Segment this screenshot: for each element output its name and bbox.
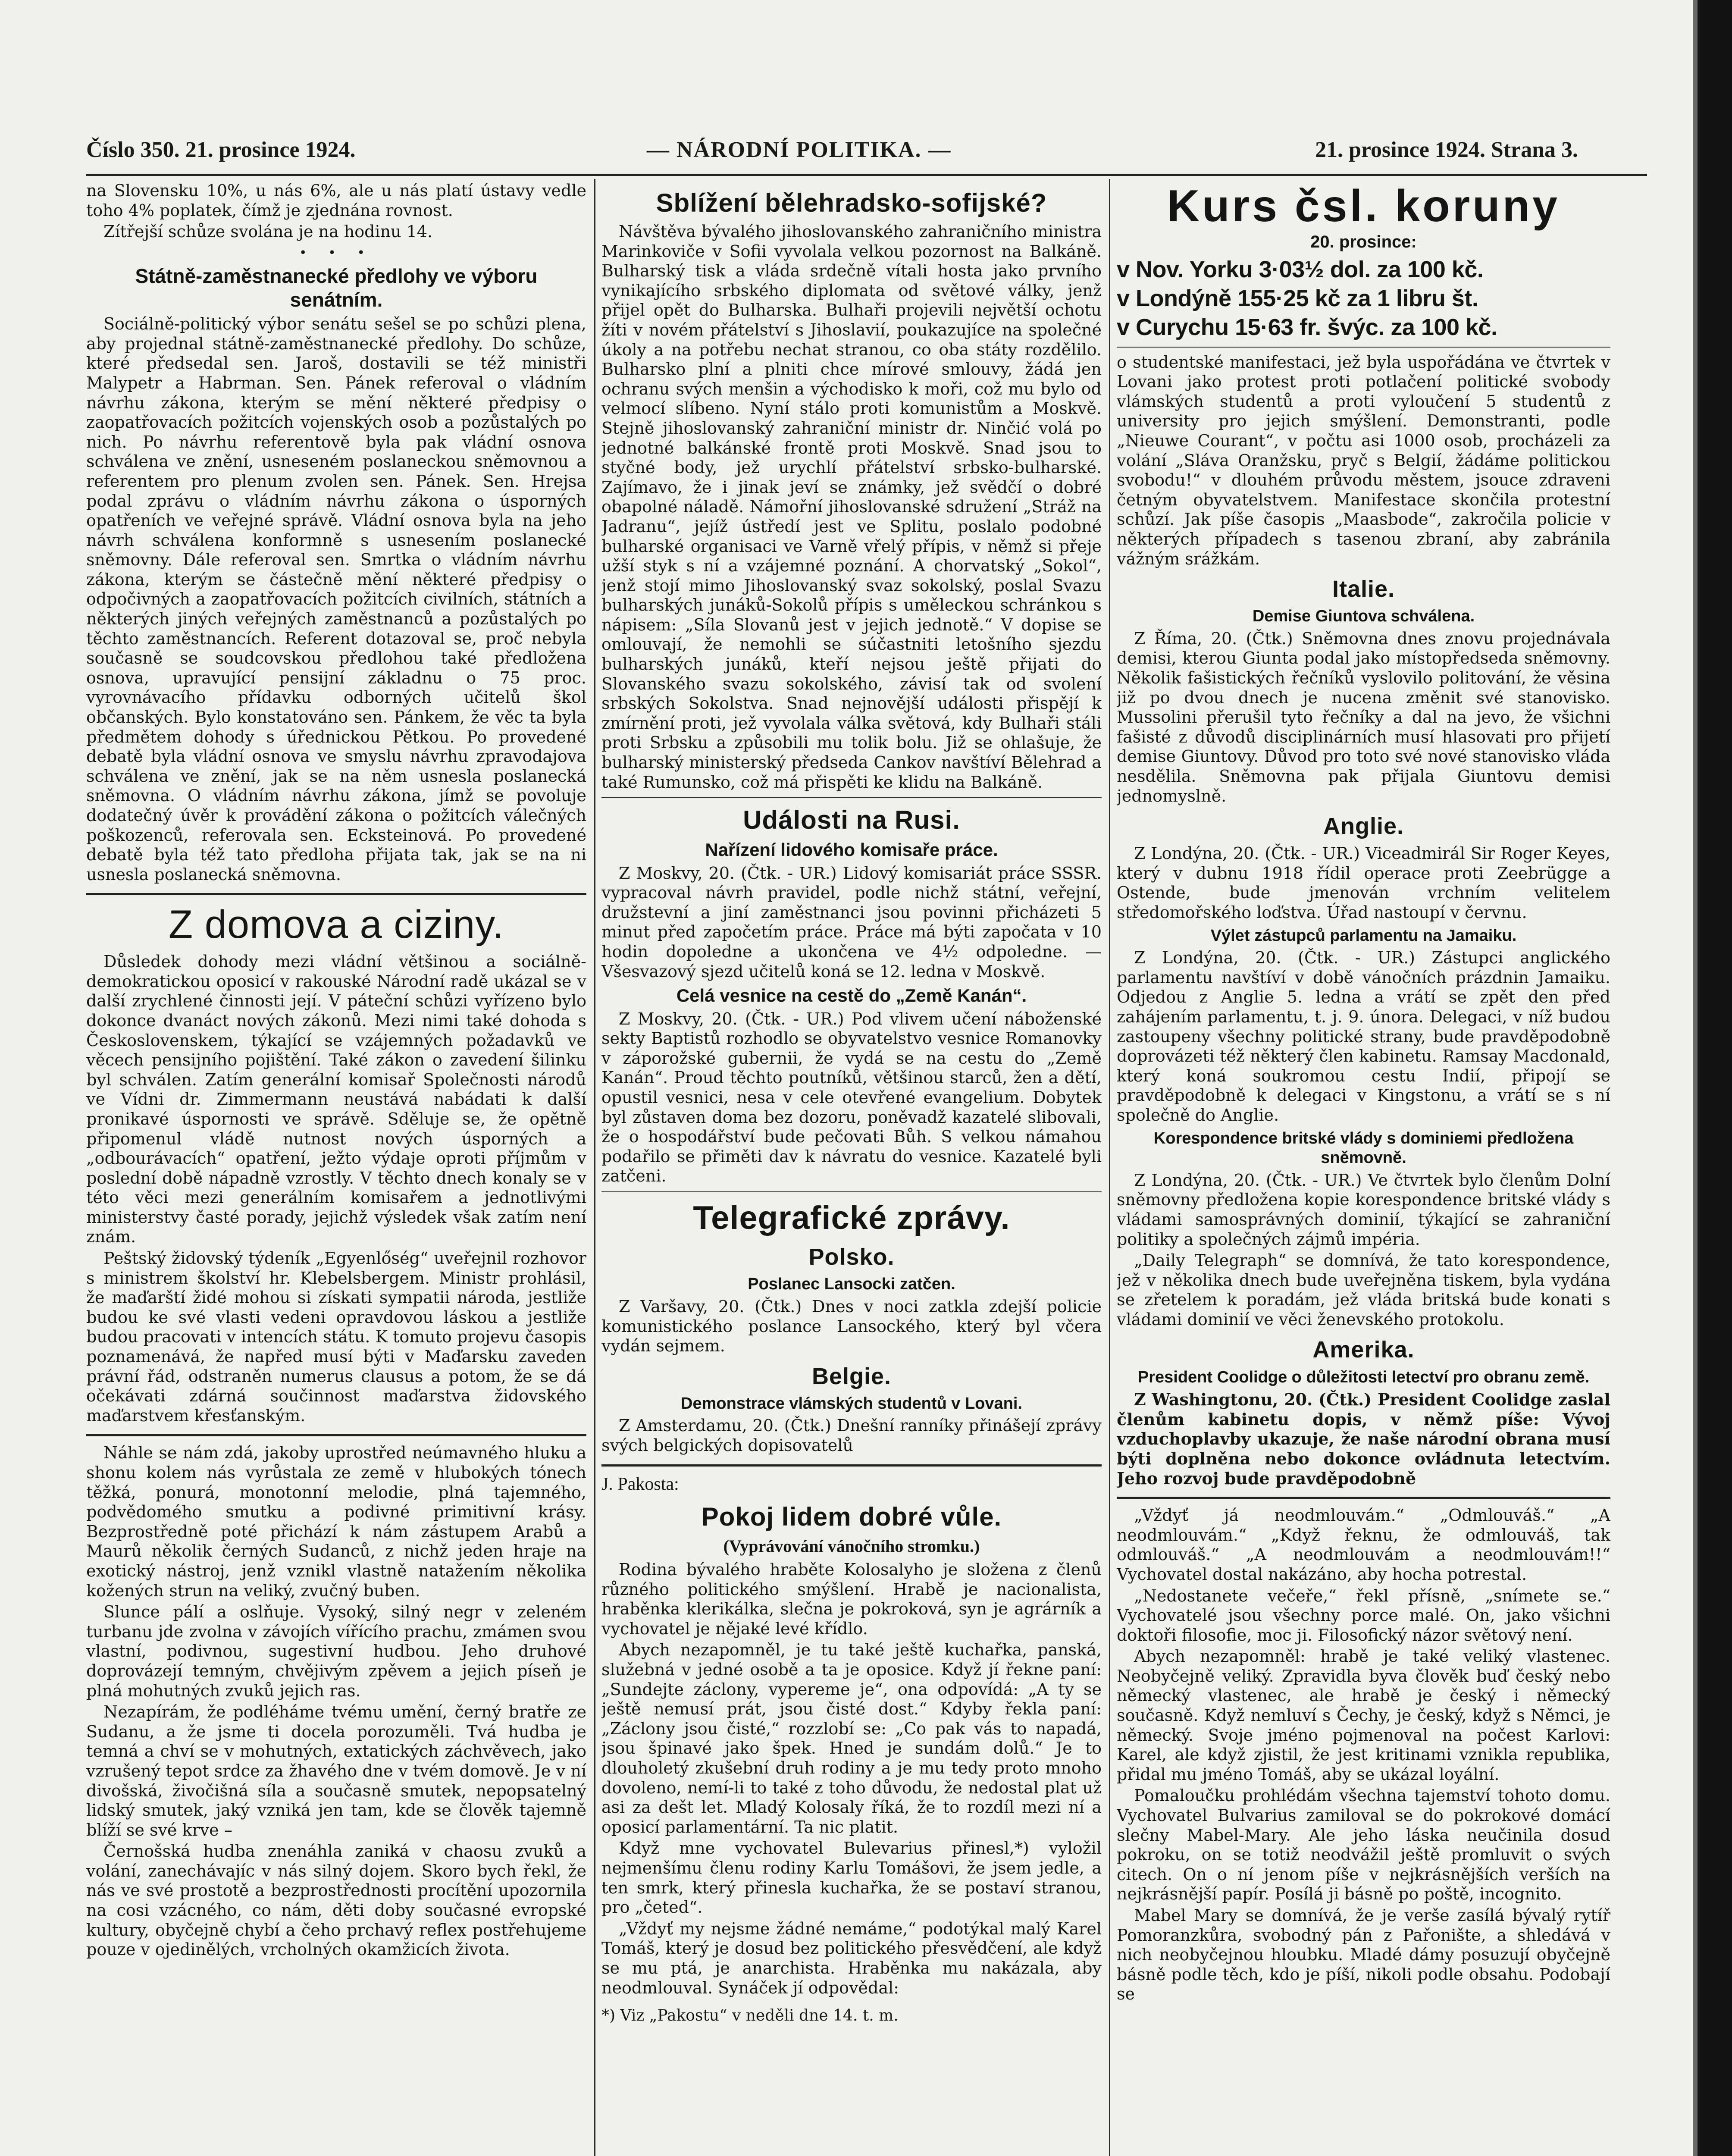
feuilleton-text: Když mne vychovatel Bulevarius přinesl,*) vyložil nejmenšímu členu rodiny Karlu Tomášovi, že jsem jedle, a ten smrk, který přinesla kuchařka, že se postaví stranou, pro „četed“. <box>601 1839 1102 1917</box>
article-text: Z Londýna, 20. (Čtk. - UR.) Viceadmirál Sir Roger Keyes, který v dubnu 1918 řídil operace proti Zeebrügge a Ostende, bude jmenován vrchním velitelem středomořského loďstva. Úřad nastoupí v červnu. <box>1117 844 1610 922</box>
scan-edge-shadow <box>1693 0 1698 2156</box>
feuilleton-text: „Vždyť já neodmlouvám.“ „Odmlouváš.“ „A neodmlouvám.“ „Když řeknu, že odmlouváš, tak odmlouváš.“ „A neodmlouvám a neodmlouvám!!“ Vychovatel dostal nakázáno, aby hocha potrestal. <box>1117 1506 1610 1584</box>
country-belgie: Belgie. <box>811 1363 892 1389</box>
headline-sblizeni: Sblížení bělehradsko-sofijské? <box>656 188 1047 217</box>
section-rule <box>1117 347 1610 348</box>
feuilleton-rule <box>86 1434 586 1436</box>
author-byline: J. Pakosta: <box>601 1474 679 1494</box>
column-middle <box>601 181 1102 2156</box>
article-text: Z Říma, 20. (Čtk.) Sněmovna dnes znovu projednávala demisi, kterou Giunta podal jako místopředseda sněmovny. Několik fašistických řečníků vyslovilo politování, že věsina již po dvou dnech je nucena změnit své stanovisko. Mussolini přerušil tyto řečníky a dal na jevo, že všichni fašisté z důvodů disciplinárních musí hlasovati pro přijetí demise Giuntovy. Důvod pro toto své nové stanovisko vláda nesdělila. Sněmovna pak přijala Giuntovu demisi jednomyslně. <box>1117 629 1610 805</box>
newspaper-title: — NÁRODNÍ POLITIKA. — <box>647 138 952 162</box>
feuilleton-text: Mabel Mary se domnívá, že je verše zasílá bývalý rytíř Pomoranzkůra, svobodný pán z Pařonište, a shledává v nich neobyčejnou hloubku. Mladé dámy posuzují obyčejně básně podle těch, kdo je píší, nikoli podle obsahu. Podobají se <box>1117 1906 1610 2004</box>
article-text: o studentské manifestaci, jež byla uspořádána ve čtvrtek v Lovani jako protest proti potlačení politické svobody vlámských studentů a proti vyloučení 5 studentů z university pro jejich smýšlení. Demonstranti, podle „Nieuwe Courant“, v počtu asi 1000 osob, procházeli za volání „Sláva Oranžsku, pryč s Belgií, žádáme politickou svobodu!“ v dlouhém průvodu městem, jsouce zdraveni četným obyvatelstvem. Manifestace skončila protestní schůzí. Jak píše časopis „Maasbode“, zakročila policie v některých případech s tasenou zbraní, aby zabránila vážným srážkám. <box>1117 352 1610 568</box>
article-text: Z Washingtonu, 20. (Čtk.) President Coolidge zaslal členům kabinetu dopis, v němž píše: Vývoj vzduchoplavby ukazuje, že naše národní obrana musí býti doplněna nebo dokonce ovládnuta letectvím. Jeho rozvoj bude pravděpodobně <box>1117 1390 1610 1488</box>
subhead-jamaika: Výlet zástupců parlamentu na Jamaiku. <box>1210 926 1517 945</box>
article-text: Zítřejší schůze svolána je na hodinu 14. <box>103 222 433 241</box>
section-rule <box>86 893 586 895</box>
column-left <box>86 181 586 2156</box>
issue-number-date: Číslo 350. 21. prosince 1924. <box>86 138 356 162</box>
headline-statne: Státně-zaměstnanecké předlohy ve výboru senátním. <box>135 264 538 311</box>
feuilleton-text: Náhle se nám zdá, jakoby uprostřed neúmavného hluku a shonu kolem nás vyrůstala ze země v hlubokých tónech těžká, ponurá, monotonní melodie, plná tajemného, podvědomého smutku a podivné primitivní krásy. Bezprostředně poté přichází k nám zástupem Arabů a Maurů několik černých Sudanců, z nichž jeden hraje na exotický nástroj, jenž vznikl vlastně natažením několika kožených strun na veliký, zvučný buben. <box>86 1443 586 1600</box>
feuilleton-text: Abych nezapomněl: hrabě je také veliký vlastenec. Neobyčejně veliký. Zpravidla byva člověk buď český nebo německý vlastenec, ale hrabě je český i německý současně. Když nemluví s Čechy, je český, když s Němci, je německý. Svoje jméno pojmenoval na počest Karlovi: Karel, ale když zjistil, že jest kritinami vznikla republika, přidal mu jméno Tomáš, aby se ukázal loyální. <box>1117 1647 1610 1784</box>
header-rule <box>86 174 1647 176</box>
subtitle-pokoj: (Vyprávování vánočního stromku.) <box>723 1536 980 1556</box>
rate-zurich: v Curychu 15·63 fr. švýc. za 100 kč. <box>1117 314 1497 340</box>
feuilleton-text: „Vždyť my nejsme žádné nemáme,“ podotýkal malý Karel Tomáš, který je dosud bez politického přesvědčení, ale když se mu ptá, je anarchista. Hraběnka mu nakázala, aby neodmlouval. Synáček jí odpovědal: <box>601 1919 1102 1997</box>
article-text: Návštěva bývalého jihoslovanského zahraničního ministra Marinkoviče v Sofii vyvolala velkou pozornost na Balkáně. Bulharský tisk a vláda srdečně vítali hosta jako prvního vynikajícího srbského diplomata od světové války, jenž přijel opět do Bulharska. Bulhaři projevili největší ochotu žíti v novém přátelství s Jihoslavií, poukazujíce na společné úkoly a na potřebu nechat stranou, co oba státy rozdělilo. Bulharsko plní a plniti chce mírové smlouvy, žádá jen ochranu svých menšin a východisko k moři, což mu bylo od velmocí slíbeno. Nyní stálo proti komunistům a Moskvě. Stejně jihoslovanský zahraniční ministr dr. Ninčić volá po jednotné balkánské frontě proti Moskvě. Snad jsou to styčné body, jež urychlí přátelství srbsko-bulharské. Zajímavo, že i jinak jeví se známky, jež svědčí o dobré obapolné náladě. Námořní jihoslovanské sdružení „Stráž na Jadranu“, jejíž ústředí jest ve Splitu, poslalo podobné bulharské organisaci ve Varně vřelý přípis, v němž si přeje užší styk s ní a vzájemné poznání. A chorvatský „Sokol“, jenž stojí mimo Jihoslovanský svaz sokolský, poslal Svazu bulharských junáků-Sokolů přípis s uměleckou schránkou s nápisem: „Síla Slovanů jest v jejich jednotě.“ V dopise se omlouvají, že nemohli se súčastniti letošního sjezdu bulharských junáků, kteří nejsou ještě přijati do Slovanského svazu sokolského, závisí tak od svolení srbských Sokolstva. Snad nejnovější události přispějí k zmírnění proti, jež vyvolala válka světová, kdy Bulhaři stáli proti Srbsku a způsobili mu tolik bolu. Již se ohlašuje, že bulharský ministerský předseda Cankov navštíví Bělehrad a také Rumunsko, což má přispěti ke klidu na Balkáně. <box>601 222 1102 792</box>
subhead-vesnice: Celá vesnice na cestě do „Země Kanán“. <box>676 985 1027 1006</box>
feuilleton-text: Rodina bývalého hraběte Kolosalyho je složena z členů různého politického smýšlení. Hrabě je nacionalista, hraběnka klerikálka, slečna je pokroková, syn je agrárník a vychovatel je nějaké levé křídlo. <box>601 1560 1102 1638</box>
feuilleton-rule <box>601 1464 1102 1467</box>
section-rule <box>601 1191 1102 1192</box>
rate-new-york: v Nov. Yorku 3·03½ dol. za 100 kč. <box>1117 257 1484 283</box>
column-divider-1 <box>594 179 595 2156</box>
section-title-telegraficke: Telegrafické zprávy. <box>693 1199 1010 1236</box>
feuilleton-text: „Nedostanete večeře,“ řekl přísně, „snímete se.“ Vychovatelé jsou všechny porce malé. On, jako všichni doktoři filosofie, moc ji. Filosofický názor světový není. <box>1117 1586 1610 1645</box>
country-italie: Italie. <box>1332 576 1395 602</box>
article-text: Z Varšavy, 20. (Čtk.) Dnes v noci zatkla zdejší policie komunistického poslance Lansockého, který byl včera vydán sejmem. <box>601 1297 1102 1356</box>
exchange-rate-date: 20. prosince: <box>1310 232 1417 252</box>
subhead-coolidge: President Coolidge o důležitosti letectví pro obranu země. <box>1137 1368 1590 1386</box>
feuilleton-text: Slunce pálí a oslňuje. Vysoký, silný negr v zeleném turbanu jde zvolna v závojích vířícího prachu, zmámen svou vlastní, podivnou, sugestivní hudbou. Jeho druhové doprovázejí temným, chvějivým zpěvem a jejich píseň je plná mohutných zvuků jejich ras. <box>86 1602 586 1700</box>
article-text: Peštský židovský týdeník „Egyenlőség“ uveřejnil rozhovor s ministrem školství hr. Klebelsbergem. Ministr prohlásil, že maďarští židé mohou si získati sympatii národa, jestliže budou ke své vlasti vedeni opravdovou láskou a jestliže budou pracovati v intencích státu. K tomuto projevu časopis poznamenává, že napřed musí býti v Maďarsku zaveden právní řád, odstraněn numerus clausus a potom, že se dá očekávati zdárná součinnost maďarstva židovského maďarstvem křesťanským. <box>86 1249 586 1425</box>
article-text: Sociálně-politický výbor senátu sešel se po schůzi plena, aby projednal státně-zaměstnanecké předlohy. Do schůze, které předsedal sen. Jaroš, dostavili se též ministři Malypetr a Habrman. Sen. Pánek referoval o vládním návrhu zákona, kterým se mění některé předpisy o zaopatřovacích požitcích vojenských osob a pozůstalých po nich. Po návrhu referentově byla pak vládní osnova schválena ve znění, usneseném poslaneckou sněmovnou a referentem pro plenum zvolen sen. Pánek. Sen. Hrejsa podal zprávu o vládním návrhu zákona o úsporných opatřeních ve veřejné správě. Vládní osnova byla na jeho návrh schválena konformně s usnesením poslanecké sněmovny. Dále referoval sen. Smrtka o vládním návrhu zákona, kterým se částečně mění některé předpisy o odpočivných a zaopatřovacích požitcích civilních, státních a některých jiných veřejných zaměstnanců a pozůstalých po těchto zaměstnancích. Referent dotazoval se, proč nebyla současně se soudcovskou předlohou také předložena osnova, upravující pensijní základnu o 75 proc. vyrovnávacího přídavku odborných učitelů škol občanských. Bylo konstatováno sen. Pánkem, že věc ta byla předmětem dohody s úřednickou Pětkou. Po provedené debatě byla vládní osnova ve smyslu návrhu zpravodajova schválena ve znění, jak se na něm usnesla poslanecká sněmovna. O vládním návrhu zákona, jímž se povoluje dodatečný úvěr k provádění zákona o požitcích válečných poškozenců, referovala sen. Ecksteinová. Po provedené debatě byla též tato předloha přijata tak, jak se na ni usnesla poslanecká sněmovna. <box>86 314 586 884</box>
article-text: Z Amsterdamu, 20. (Čtk.) Dnešní ranníky přinášejí zprávy svých belgických dopisovatelů <box>601 1416 1102 1455</box>
article-text: Z Moskvy, 20. (Čtk. - UR.) Lidový komisariát práce SSSR. vypracoval návrh pravidel, podle nichž státní, veřejní, družstevní a jiní zaměstnanci jsou povinni přicházeti 5 minut před započetím práce. Práce má býti započata v 10 hodin dopoledne a ukončena ve 4½ odpoledne. — Všesvazový sjezd učitelů koná se 12. ledna v Moskvě. <box>601 863 1102 981</box>
scan-edge <box>1698 0 1732 2156</box>
rate-london: v Londýně 155·25 kč za 1 libru št. <box>1117 285 1478 311</box>
article-text: Z Moskvy, 20. (Čtk. - UR.) Pod vlivem učení náboženské sekty Baptistů rozhodlo se obyvatelstvo vesnice Romanovky v záporožské gubernii, že vydá se na cestu do „Země Kanán“. Proud těchto poutníků, většinou starců, žen a dětí, opustil vesnici, nesa v cele otevřené evangelium. Dobytek byl zůstaven doma bez dozoru, poněvadž kazatelé slibovali, že o hospodářství bude pečovati Bůh. S velkou námahou podařilo se přiměti dav k návratu do vesnice. Kazatelé byli zatčeni. <box>601 1009 1102 1186</box>
feuilleton-text: Pomaloučku prohlédám všechna tajemství tohoto domu. Vychovatel Bulvarius zamiloval se do pokrokové domácí slečny Mabel-Mary. Ale jeho láska neučinila dosud pokroku, on se totiž neodvážil ještě promluvit o svých citech. On o ní jenom píše v nejkrásnějších verších na nejkrásnější papír. Posílá ji básně po poště, incognito. <box>1117 1786 1610 1904</box>
country-polsko: Polsko. <box>808 1244 895 1270</box>
country-amerika: Amerika. <box>1312 1337 1415 1363</box>
subhead-demonstrace: Demonstrace vlámských studentů v Lovani. <box>681 1394 1022 1413</box>
feuilleton-text: Nezapírám, že podléháme tvému umění, černý bratře ze Sudanu, a že jsme ti docela porozuměli. Tvá hudba je temná a chví se v mohutných, extatických záchvěvech, jako vzrušený tepot srdce za žhavého dne v tvém domově. Je v ní divošská, živočišná síla a současně smutek, nepopsatelný lidský smutek, jaký vzniká jen tam, kde se člověk tajemně blíží se své krve – <box>86 1702 586 1839</box>
page-date-number: 21. prosince 1924. Strana 3. <box>1315 138 1579 162</box>
feuilleton-text: Černošská hudba znenáhla zaniká v chaosu zvuků a volání, zanechávajíc v nás silný dojem. Skoro bych řekl, že nás ve své prostotě a bezprostřednosti procítění upozornila na cosi vzácného, co nám, děti doby současné evropské kultury, obyčejně chybí a čeho prchavý reflex postřehujeme pouze v ojedinělých, vrcholných okamžicích života. <box>86 1842 586 1959</box>
subhead-lansocki: Poslanec Lansocki zatčen. <box>748 1275 955 1294</box>
subhead-korespondence: Korespondence britské vlády s dominiemi předložena sněmovně. <box>1153 1129 1574 1167</box>
article-text: Z Londýna, 20. (Čtk. - UR.) Ve čtvrtek bylo členům Dolní sněmovny předložena kopie korespondence britské vlády s vládami samosprávných dominií, týkající se zahraniční politiky a společných zájmů impéria. <box>1117 1170 1610 1249</box>
subhead-giunta: Demise Giuntova schválena. <box>1252 607 1475 626</box>
feuilleton-text: Abych nezapomněl, je tu také ještě kuchařka, panská, služebná v jedné osobě a ta je oposice. Když jí řekne paní: „Sundejte záclony, vypereme je“, ona odpovídá: „A ty se ještě nemusí prát, jsou čisté dost.“ Kdyby řekla paní: „Záclony jsou čisté,“ rozzlobí se: „Co pak vás to napadá, jsou špinavé jako špek. Hned je sundám dolů.“ Je to dlouholetý zkušební druh rodiny a je mu tedy proto mnoho dovoleno, nemí-li to také z toho důvodu, že nedostal plat už asi za dešt let. Mladý Kolosaly říká, že to rozdíl mezi ní a oposicí parlamentární. Ta nic platit. <box>601 1640 1102 1836</box>
article-text: Důsledek dohody mezi vládní většinou a sociálně-demokratickou oposicí v rakouské Národní radě ukázal se v další zrychlené činnosti její. V páteční schůzi vyřízeno bylo dokonce dvanáct nových zákonů. Mezi nimi také dohoda s Československem, týkající se vzájemných požadavků ve věcech pensijního pojištění. Také zákon o zavedení šilinku byl schválen. Zatím generální komisař Společnosti národů ve Vídni dr. Zimmermann neustává nabádati k další pronikavé úspornosti ve správě. Sděluje se, že opětně připomenul vládě nutnost nových úsporných a „odbourávacích“ opatření, ježto výdaje oproti příjmům v poslední době nápadně vzrostly. V těchto dnech konaly se v této věci mezi generálním komisařem a jednotlivými ministerstvy časté porady, jejichž výsledek však zatím není znám. <box>86 952 586 1247</box>
headline-rusi: Události na Rusi. <box>743 805 960 835</box>
country-anglie: Anglie. <box>1323 813 1404 840</box>
column-divider-2 <box>1109 179 1110 2156</box>
headline-pokoj: Pokoj lidem dobré vůle. <box>701 1502 1002 1532</box>
feuilleton-rule <box>1117 1497 1610 1499</box>
exchange-rate-title: Kurs čsl. koruny <box>1167 181 1560 231</box>
article-text: Z Londýna, 20. (Čtk. - UR.) Zástupci anglického parlamentu navštíví v době vánočních prázdnin Jamaiku. Odjedou z Anglie 5. ledna a vrátí se zpět den před zahájením parlamentu, t. j. 9. února. Delegaci, v níž budou zastoupeny všechny politické strany, bude pravděpodobně doprovázeti též některý člen kabinetu. Ramsay Macdonald, který koná soukromou cestu Indií, připojí se pravděpodobně k delegaci v Kingstonu, a vrátí se s ní společně do Anglie. <box>1117 948 1610 1125</box>
article-text: „Daily Telegraph“ se domnívá, že tato korespondence, jež v několika dnech bude uveřejněna tiskem, byla vydána se zřetelem k poradám, jež vláda britská bude konati s vládami dominií ve věci ženevského protokolu. <box>1117 1251 1610 1329</box>
section-separator: • • • <box>299 245 374 260</box>
footnote: *) Viz „Pakostu“ v neděli dne 14. t. m. <box>601 2007 899 2025</box>
subhead-narizeni: Nařízení lidového komisaře práce. <box>705 840 998 860</box>
section-rule <box>601 797 1102 798</box>
section-title-domova: Z domova a ciziny. <box>168 903 504 947</box>
column-right <box>1117 181 1610 2156</box>
article-text: na Slovensku 10%, u nás 6%, ale u nás platí ústavy vedle toho 4% poplatek, čímž je zjednána rovnost. <box>86 181 586 220</box>
